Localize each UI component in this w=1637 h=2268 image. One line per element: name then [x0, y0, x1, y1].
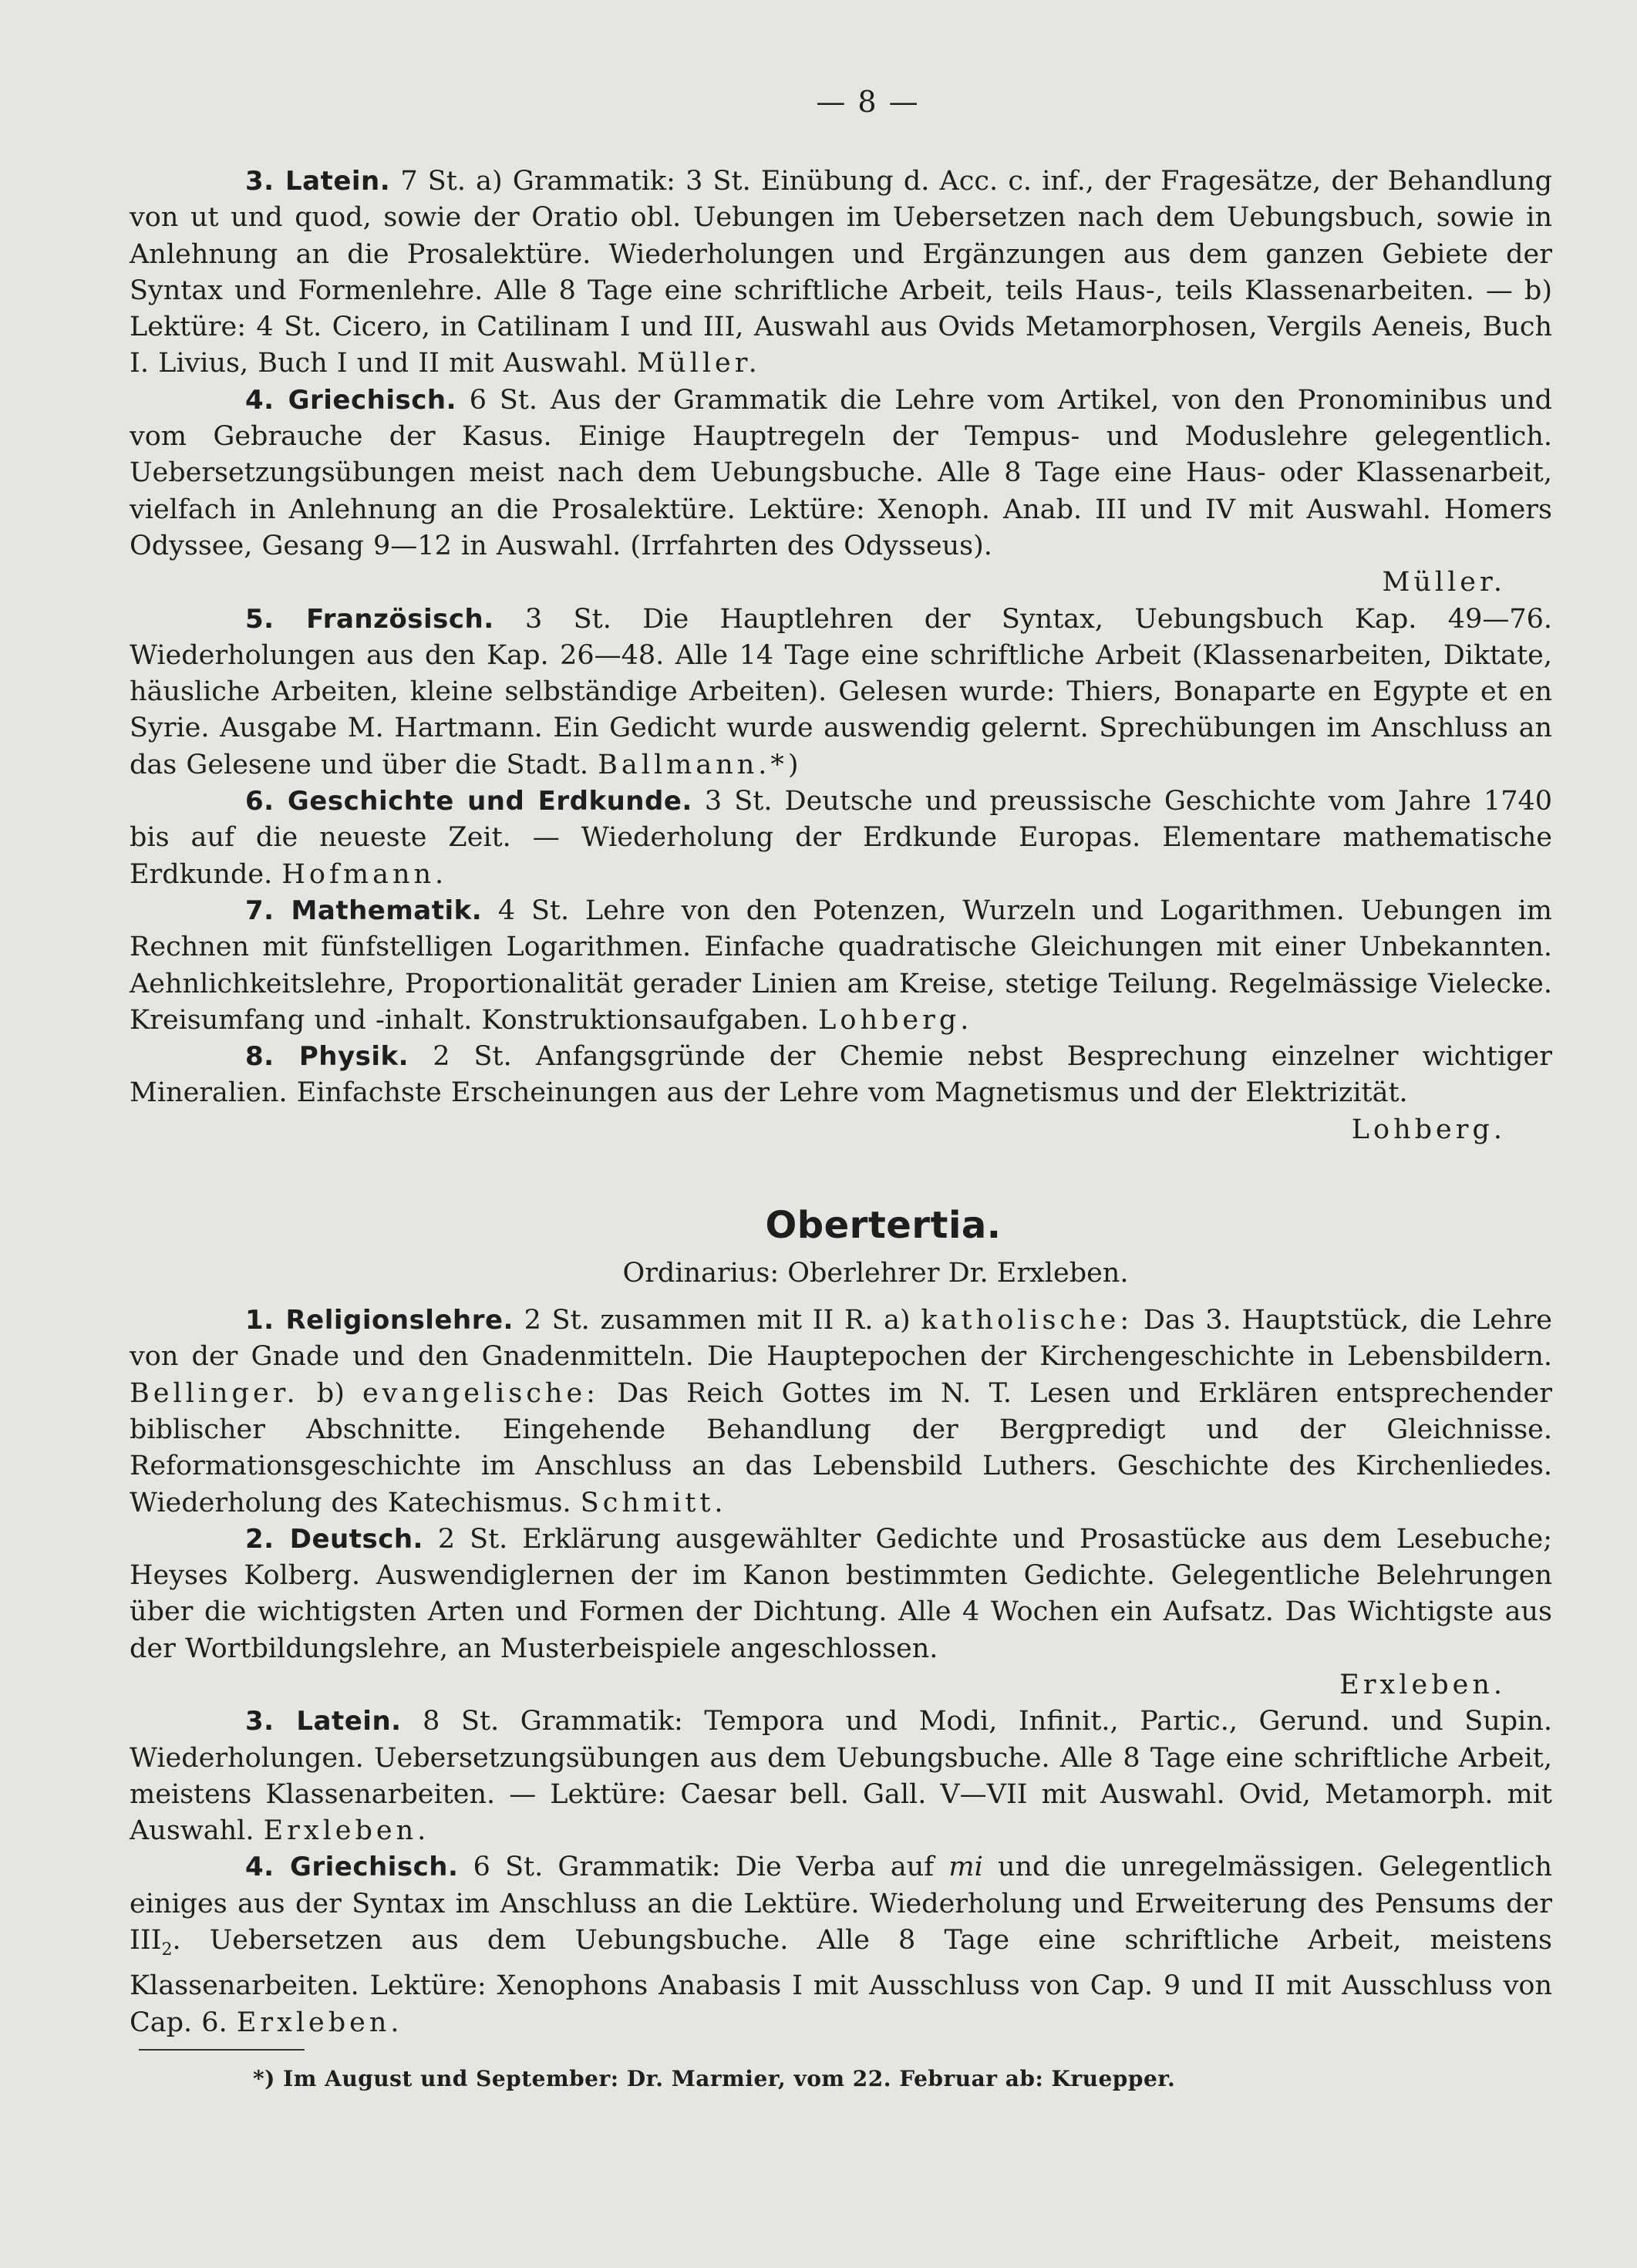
subject-heading: 3. Latein. [245, 1706, 402, 1737]
teacher-name: Schmitt. [580, 1487, 727, 1518]
teacher-name: Müller. [637, 348, 761, 379]
subject-religion: 1. Religionslehre. 2 St. zusammen mit II R. a) katholische: Das 3. Hauptstück, die Lehre von der Gnade und den Gnadenmitteln. Die Hauptepochen der Kirchengeschichte in Lebensbildern. Bellinger. b) evangelische: Das Reich Gottes im N. T. Lesen und Erklären entsprechender biblischer Abschnitte. Eingehende Behandlung der Bergpredigt und der Gleichnisse. Reformationsgeschichte im Anschluss an das Lebensbild Luthers. Geschichte des Kirchenliedes. Wiederholung des Katechismus. Schmitt. [130, 1305, 1552, 1518]
subject-heading: 5. Französisch. [245, 603, 494, 635]
subject-paragraph: 7. Mathematik. 4 St. Lehre von den Potenzen, Wurzeln und Logarithmen. Uebungen im Rechnen mit fünfstelligen Logarithmen. Einfache quadratische Gleichungen mit einer Unbekannten. Aehnlichkeitslehre, Proportionalität gerader Linien am Kreise, stetige Teilung. Regelmässige Vielecke. Kreisumfang und -inhalt. Konstruktionsaufgaben. Lohberg. [130, 895, 1552, 1036]
teacher-name: Müller. [1382, 567, 1506, 598]
footnote: *) Im August und September: Dr. Marmier, vom 22. Februar ab: Kruepper. [253, 2065, 1176, 2091]
ordinarius-line: Ordinarius: Oberlehrer Dr. Erxleben. [622, 1258, 1129, 1289]
subject-paragraph: 5. Französisch. 3 St. Die Hauptlehren der Syntax, Uebungsbuch Kap. 49—76. Wiederholungen aus den Kap. 26—48. Alle 14 Tage eine schriftliche Arbeit (Klassenarbeiten, Diktate, häusliche Arbeiten, kleine selbständige Arbeiten). Gelesen wurde: Thiers, Bonaparte en Egypte et en Syrie. Ausgabe M. Hartmann. Ein Gedicht wurde auswendig gelernt. Sprechübungen im Anschluss an das Gelesene und über die Stadt. Ballmann.*) [130, 603, 1552, 780]
teacher-name: Lohberg. [1351, 1114, 1506, 1145]
subject-heading: 6. Geschichte und Erdkunde. [245, 786, 692, 817]
teacher-name: Erxleben. [263, 1815, 430, 1847]
teacher-name: Erxleben. [236, 2007, 403, 2038]
subject-heading: 4. Griechisch. [245, 384, 456, 416]
subject-paragraph: 3. Latein. 7 St. a) Grammatik: 3 St. Einübung d. Acc. c. inf., der Fragesätze, der Behandlung von ut und quod, sowie der Oratio obl. Uebungen im Uebersetzen nach dem Uebungsbuch, sowie in Anlehnung an die Prosalektüre. Wiederholungen und Ergänzungen aus dem ganzen Gebiete der Syntax und Formenlehre. Alle 8 Tage eine schriftliche Arbeit, teils Haus-, teils Klassenarbeiten. — b) Lektüre: 4 St. Cicero, in Catilinam I und III, Auswahl aus Ovids Metamorphosen, Vergils Aeneis, Buch I. Livius, Buch I und II mit Auswahl. Müller. [130, 166, 1552, 379]
subject-griechisch: 4. Griechisch. 6 St. Grammatik: Die Verba auf mi und die unregelmässigen. Gelegentlich einiges aus der Syntax im Anschluss an die Lektüre. Wiederholung und Erweiterung des Pensums der $III_2$. Uebersetzen aus dem Uebungsbuche. Alle 8 Tage eine schriftliche Arbeit, meistens Klassenarbeiten. Lektüre: Xenophons Anabasis I mit Ausschluss von Cap. 9 und II mit Ausschluss von Cap. 6. Erxleben. [130, 1852, 1552, 2038]
curriculum-sections [130, 163, 1552, 1148]
footnote-divider [139, 2049, 305, 2051]
subject-paragraph: 6. Geschichte und Erdkunde. 3 St. Deutsche und preussische Geschichte vom Jahre 1740 bis auf die neueste Zeit. — Wiederholung der Erdkunde Europas. Elementare mathematische Erdkunde. Hofmann. [130, 786, 1552, 890]
section-title: Obertertia. [765, 1204, 1002, 1248]
teacher-name: Hofmann. [281, 858, 448, 890]
subject-heading: 3. Latein. [245, 166, 391, 197]
subject-paragraph: 4. Griechisch. 6 St. Aus der Grammatik die Lehre vom Artikel, von den Pronominibus und vom Gebrauche der Kasus. Einige Hauptregeln der Tempus- und Moduslehre gelegentlich. Uebersetzungsübungen meist nach dem Uebungsbuche. Alle 8 Tage eine Haus- oder Klassenarbeit, vielfach in Anlehnung an die Prosalektüre. Lektüre: Xenoph. Anab. III und IV mit Auswahl. Homers Odyssee, Gesang 9—12 in Auswahl. (Irrfahrten des Odysseus). Müller. [130, 382, 1552, 602]
teacher-name: Lohberg. [818, 1004, 973, 1036]
subject-latein: 3. Latein. 8 St. Grammatik: Tempora und Modi, Infinit., Partic., Gerund. und Supin. Wiederholungen. Uebersetzungsübungen aus dem Uebungsbuche. Alle 8 Tage eine schriftliche Arbeit, meistens Klassenarbeiten. — Lektüre: Caesar bell. Gall. V—VII mit Auswahl. Ovid, Metamorph. mit Auswahl. Erxleben. [130, 1706, 1553, 1847]
teacher-name: Bellinger. [130, 1377, 299, 1409]
teacher-name: Ballmann.*) [598, 749, 803, 780]
teacher-name: Erxleben. [1339, 1669, 1506, 1700]
subject-paragraph: 8. Physik. 2 St. Anfangsgründe der Chemie nebst Besprechung einzelner wichtiger Mineralien. Einfachste Erscheinungen aus der Lehre vom Magnetismus und der Elektrizität. Lohberg. [130, 1039, 1552, 1148]
subject-heading: 8. Physik. [245, 1041, 409, 1073]
subject-heading: 2. Deutsch. [245, 1523, 423, 1555]
page-number: — 8 — [816, 85, 920, 119]
subject-heading: 4. Griechisch. [245, 1852, 459, 1883]
subject-heading: 7. Mathematik. [245, 895, 483, 926]
subject-deutsch: 2. Deutsch. 2 St. Erklärung ausgewählter Gedichte und Prosastücke aus dem Lesebuche; Heyses Kolberg. Auswendiglernen der im Kanon bestimmten Gedichte. Gelegentliche Belehrungen über die wichtigsten Arten und Formen der Dichtung. Alle 4 Wochen ein Aufsatz. Das Wichtigste aus der Wortbildungslehre, an Musterbeispiele angeschlossen. Erxleben. [130, 1522, 1552, 1704]
subject-heading: 1. Religionslehre. [245, 1305, 514, 1336]
